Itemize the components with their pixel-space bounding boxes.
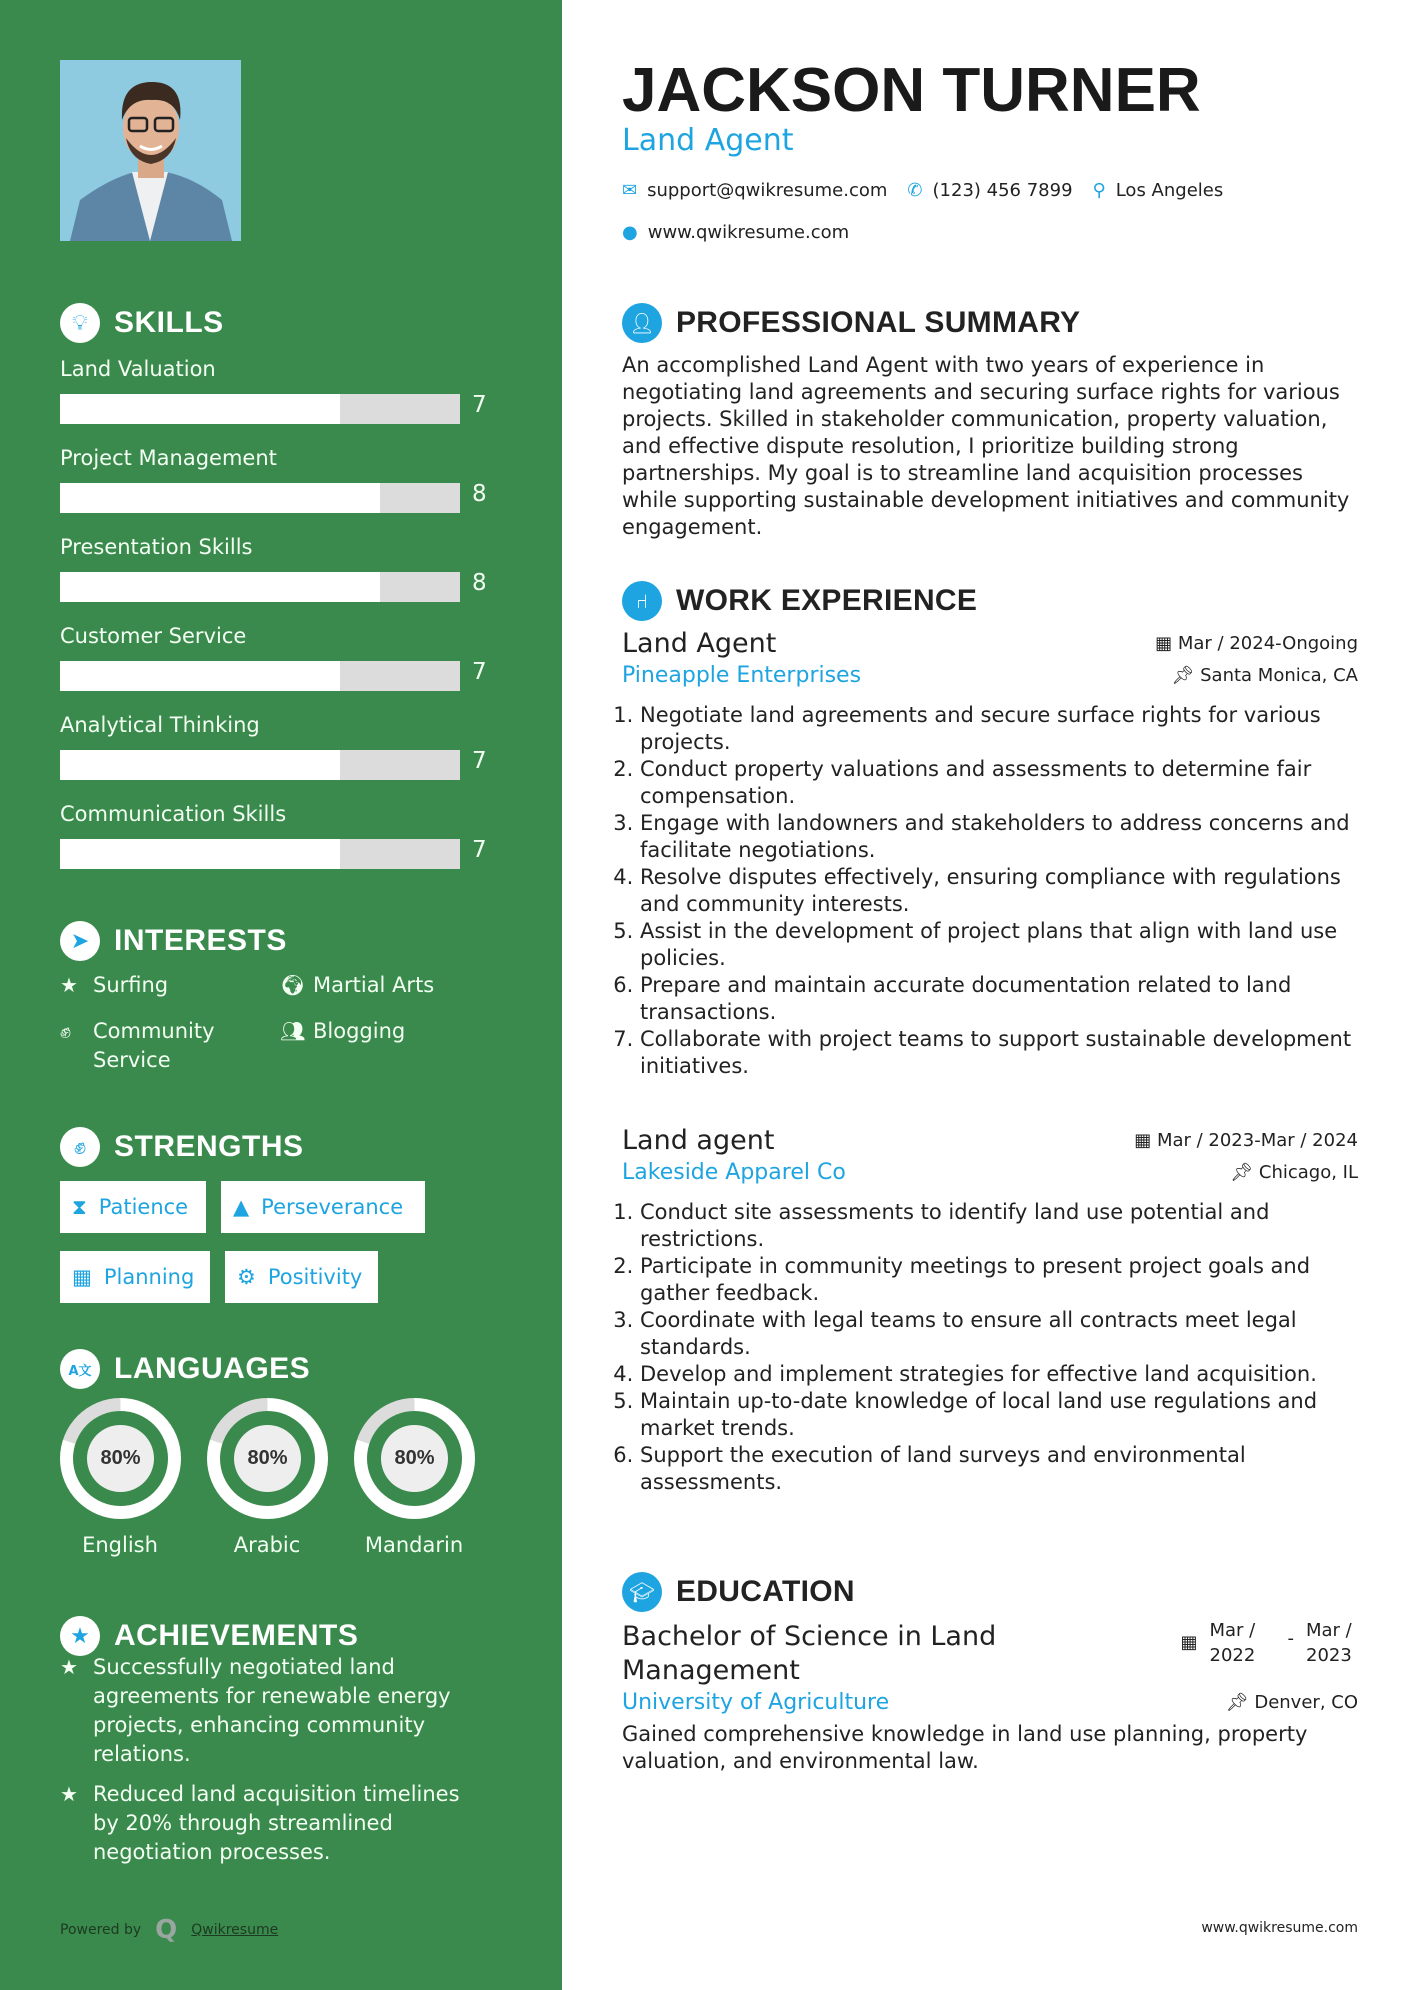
- job-bullet: 7. Collaborate with project teams to support sustainable development initiatives.: [640, 1026, 1358, 1080]
- website-row: [622, 222, 1358, 243]
- footer-website[interactable]: www.qwikresume.com: [1201, 1920, 1358, 1936]
- summary-heading: 👤︎ PROFESSIONAL SUMMARY: [622, 302, 1358, 344]
- job-bullets: [622, 702, 1358, 1080]
- email-icon: ✉: [622, 180, 638, 201]
- calendar-icon: ▦: [1155, 633, 1173, 654]
- shooting-star-icon: ★: [60, 1782, 78, 1806]
- job-bullet: 4. Resolve disputes effectively, ensuring compliance with regulations and community interests.: [640, 864, 1358, 918]
- skill-item: [60, 710, 500, 799]
- skill-item: [60, 443, 500, 532]
- language-label: Mandarin: [364, 1533, 464, 1557]
- skill-value: 7: [472, 837, 487, 863]
- skill-value: 8: [472, 481, 487, 507]
- strengths-heading: ✊︎ STRENGTHS: [60, 1126, 304, 1168]
- company: Pineapple Enterprises: [622, 663, 862, 688]
- calendar-icon: ▦: [72, 1265, 92, 1289]
- language-progress-ring: [60, 1398, 181, 1519]
- globe-icon: ●: [622, 222, 638, 243]
- languages-heading: A文 LANGUAGES: [60, 1348, 310, 1390]
- profile-photo: [60, 60, 241, 241]
- job-dates: Mar / 2023-Mar / 2024: [1156, 1130, 1358, 1151]
- achievement-item: ★ Reduced land acquisition timelines by 20% through streamlined negotiation processes.: [60, 1780, 490, 1867]
- job-bullet: 5. Maintain up-to-date knowledge of local land use regulations and market trends.: [640, 1388, 1358, 1442]
- calendar-icon: ▦: [1180, 1632, 1198, 1653]
- education-dates: ▦ Mar / 2022 - Mar / 2023: [1180, 1620, 1352, 1666]
- fist-icon: ✊︎: [60, 1127, 100, 1167]
- job-location: Santa Monica, CA: [1200, 665, 1358, 686]
- pin-icon: 📌︎: [1171, 665, 1195, 686]
- job-bullet: 1. Negotiate land agreements and secure surface rights for various projects.: [640, 702, 1358, 756]
- job-bullet: 6. Support the execution of land surveys and environmental assessments.: [640, 1442, 1358, 1496]
- qwikresume-logo-icon: Q: [155, 1915, 178, 1945]
- summary-text: An accomplished Land Agent with two years of experience in negotiating land agreements and securing surface rights for various projects. Skilled in stakeholder communication, property valuation, and effective dispute resolution, I prioritize building strong partnerships. My goal is to streamline land acquisition processes while supporting sustainable development initiatives and community engagement.: [622, 353, 1350, 539]
- company: Lakeside Apparel Co: [622, 1160, 846, 1185]
- skills-heading: 💡︎ SKILLS: [60, 302, 224, 344]
- education-entry: Bachelor of Science in Land Management ▦ Mar / 2022 - Mar / 2023 University of Agriculture 📌︎ Denver, CO Gained comprehensive knowledge in land use planning, property valuation, and environmental law.: [622, 1620, 1358, 1773]
- candidate-name: JACKSON TURNER: [622, 56, 1201, 125]
- work-heading: ⑁ WORK EXPERIENCE: [622, 580, 1358, 622]
- language-label: Arabic: [233, 1533, 301, 1557]
- skill-bar: [60, 572, 460, 602]
- interest-item: ★ Surfing: [60, 971, 260, 1000]
- hand-icon: ✊︎: [60, 1019, 71, 1043]
- degree: Bachelor of Science in Land Management: [622, 1621, 997, 1686]
- skill-bar: [60, 394, 460, 424]
- shooting-star-icon: ★: [60, 1655, 78, 1679]
- skill-bar: [60, 661, 460, 691]
- skill-bar-fill: [60, 483, 380, 513]
- sun-icon: ⚙: [237, 1265, 256, 1289]
- skill-label: Land Valuation: [60, 357, 216, 381]
- job-bullet: 3. Engage with landowners and stakeholders to address concerns and facilitate negotiations.: [640, 810, 1358, 864]
- office-chair-icon: ⑁: [622, 581, 662, 621]
- skill-label: Customer Service: [60, 624, 247, 648]
- lightbulb-icon: 💡︎: [60, 303, 100, 343]
- qwikresume-link[interactable]: Qwikresume: [191, 1922, 279, 1938]
- skill-bar-fill: [60, 839, 340, 869]
- skill-label: Communication Skills: [60, 802, 287, 826]
- interest-item: 👥︎ Blogging: [280, 1017, 500, 1046]
- interest-item: ✊︎ Community Service: [60, 1017, 240, 1075]
- map-pin-icon: ⚲: [1092, 180, 1106, 201]
- skill-label: Project Management: [60, 446, 277, 470]
- language-percent: 80%: [87, 1425, 154, 1492]
- language-icon: A文: [60, 1349, 100, 1389]
- website-link[interactable]: www.qwikresume.com: [647, 222, 850, 243]
- skill-item: [60, 621, 500, 710]
- powered-by: Powered by Q Qwikresume: [60, 1915, 279, 1945]
- job-location: Chicago, IL: [1258, 1162, 1358, 1183]
- achievements-heading: ★ ACHIEVEMENTS: [60, 1615, 358, 1657]
- skill-bar-fill: [60, 750, 340, 780]
- language-progress-ring: [207, 1398, 328, 1519]
- job-dates: Mar / 2024-Ongoing: [1177, 633, 1358, 654]
- skill-item: [60, 532, 500, 621]
- road-icon: ▲: [233, 1195, 250, 1219]
- skill-label: Presentation Skills: [60, 535, 253, 559]
- skill-value: 7: [472, 659, 487, 685]
- shooting-star-icon: ★: [60, 1616, 100, 1656]
- job-bullet: 4. Develop and implement strategies for effective land acquisition.: [640, 1361, 1358, 1388]
- job-bullet: 2. Participate in community meetings to present project goals and gather feedback.: [640, 1253, 1358, 1307]
- hourglass-icon: ⧗: [72, 1194, 87, 1219]
- skill-item: [60, 354, 500, 443]
- job-bullet: 3. Coordinate with legal teams to ensure all contracts meet legal standards.: [640, 1307, 1358, 1361]
- skill-bar: [60, 483, 460, 513]
- job-bullet: 6. Prepare and maintain accurate documentation related to land transactions.: [640, 972, 1358, 1026]
- calendar-icon: ▦: [1134, 1130, 1152, 1151]
- job-title: Land Agent: [622, 628, 777, 659]
- graduation-icon: 🎓︎: [622, 1572, 662, 1612]
- job-bullet: 5. Assist in the development of project plans that align with land use policies.: [640, 918, 1358, 972]
- strength-chip: ▲ Perseverance: [221, 1181, 425, 1233]
- user-icon: 👤︎: [622, 303, 662, 343]
- phone-icon: ✆: [907, 180, 923, 201]
- interests-heading: ➤ INTERESTS: [60, 920, 287, 962]
- skill-bar: [60, 750, 460, 780]
- skill-bar: [60, 839, 460, 869]
- strength-chip: ▦ Planning: [60, 1251, 210, 1303]
- language-percent: 80%: [234, 1425, 301, 1492]
- interest-item: 🌍︎ Martial Arts: [280, 971, 500, 1000]
- location: Los Angeles: [1115, 180, 1224, 201]
- skill-bar-fill: [60, 394, 340, 424]
- achievement-item: ★ Successfully negotiated land agreements for renewable energy projects, enhancing community relations.: [60, 1653, 490, 1769]
- language-label: English: [82, 1533, 158, 1557]
- phone: (123) 456 7899: [932, 180, 1073, 201]
- skill-value: 7: [472, 748, 487, 774]
- skill-label: Analytical Thinking: [60, 713, 260, 737]
- strength-chip: ⚙ Positivity: [225, 1251, 378, 1303]
- skill-bar-fill: [60, 572, 380, 602]
- education-description: Gained comprehensive knowledge in land use planning, property valuation, and environmental law.: [622, 1722, 1308, 1773]
- users-icon: 👥︎: [280, 1019, 306, 1043]
- job-entry: [622, 628, 1358, 1080]
- job-bullet: 2. Conduct property valuations and assessments to determine fair compensation.: [640, 756, 1358, 810]
- skill-value: 8: [472, 570, 487, 596]
- school: University of Agriculture: [622, 1690, 890, 1715]
- job-bullet: 1. Conduct site assessments to identify land use potential and restrictions.: [640, 1199, 1358, 1253]
- education-heading: 🎓︎ EDUCATION: [622, 1571, 1358, 1613]
- globe-icon: 🌍︎: [280, 973, 306, 997]
- language-percent: 80%: [381, 1425, 448, 1492]
- star-icon: ★: [60, 973, 78, 997]
- job-entry: [622, 1125, 1358, 1496]
- job-title: Land agent: [622, 1125, 775, 1156]
- skill-item: [60, 799, 500, 888]
- job-bullets: [622, 1199, 1358, 1496]
- contact-row: [622, 180, 1358, 201]
- job-title: Land Agent: [622, 123, 794, 158]
- paper-plane-icon: ➤: [60, 921, 100, 961]
- pin-icon: 📌︎: [1225, 1692, 1249, 1713]
- skill-value: 7: [472, 392, 487, 418]
- strength-chip: ⧗ Patience: [60, 1181, 206, 1233]
- skill-bar-fill: [60, 661, 340, 691]
- language-progress-ring: [354, 1398, 475, 1519]
- email[interactable]: support@qwikresume.com: [647, 180, 888, 201]
- pin-icon: 📌︎: [1230, 1162, 1254, 1183]
